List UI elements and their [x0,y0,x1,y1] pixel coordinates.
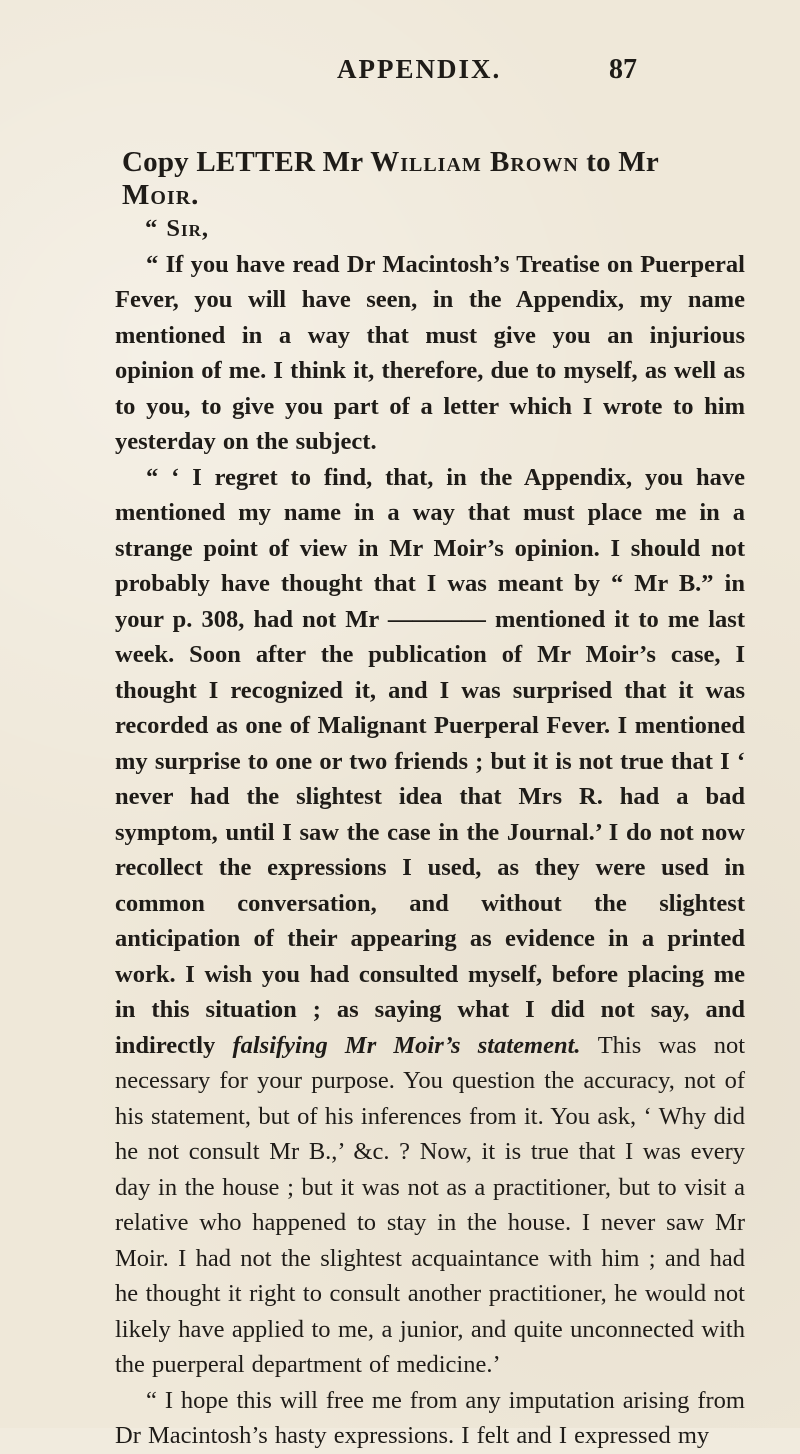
paragraph-quoted-letter [115,460,745,1383]
heading-middle: to Mr [586,146,659,178]
page-header [0,54,800,94]
running-title: APPENDIX. [337,54,502,84]
sender-name: William Brown [370,146,579,178]
page-number: 87 [609,54,637,85]
paragraph-closing: “ I hope this will free me from any imputation arising from Dr Macintosh’s hasty expressions. I felt and I expressed my [115,1386,745,1449]
letter-heading [122,146,742,213]
italic-phrase: falsifying Mr Moir’s statement. [232,1031,581,1059]
heading-prefix: Copy LETTER Mr [122,146,363,178]
quoted-letter-text: “ ‘ I regret to find, that, in the Appendix, you have mentioned my name in a way that must place me in a strange point of view in Mr Moir’s opinion. I should not probably have thought that I was meant by “ Mr B.” in your p. 308, had not Mr ———— mentioned it to me last week. Soon after the publication of Mr Moir’s case, I thought I recognized it, and I was surprised that it was recorded as one of Malignant Puerperal Fever. I mentioned my surprise to one or two friends ; but it is not true that I ‘ never had the slightest idea that Mrs R. had a bad symptom, until I saw the case in the Journal.’ I do not now recollect the expressions I used, as they were used in common conversation, and without the slightest anticipation of their appearing as evidence in a printed work. I wish you had consulted myself, before placing me in this situation ; as saying what I did not say, and indirectly [115,463,745,1059]
quoted-letter-continuation: This was not necessary for your purpose. You question the accuracy, not of his statement, but of his inferences from it. You ask, ‘ Why did he not consult Mr B.,’ &c. ? Now, it is true that I was every day in the house ; but it was not as a practitioner, but to visit a relative who happened to stay in the house. I never saw Mr Moir. I had not the slightest acquaintance with him ; and had he thought it right to consult another practitioner, he would not likely have applied to me, a junior, and quite unconnected with the puerperal department of medicine.’ [115,1031,746,1378]
salutation: “ Sir, [145,215,210,242]
letter-body [115,211,745,1454]
recipient-name: Moir. [122,179,200,212]
paragraph-intro: “ If you have read Dr Macintosh’s Treatise on Puerperal Fever, you will have seen, in the Appendix, my name mentioned in a way that must give you an injurious opinion of me. I think it, therefore, due to myself, as well as to you, to give you part of a letter which I wrote to him yesterday on the subject. [115,250,745,455]
